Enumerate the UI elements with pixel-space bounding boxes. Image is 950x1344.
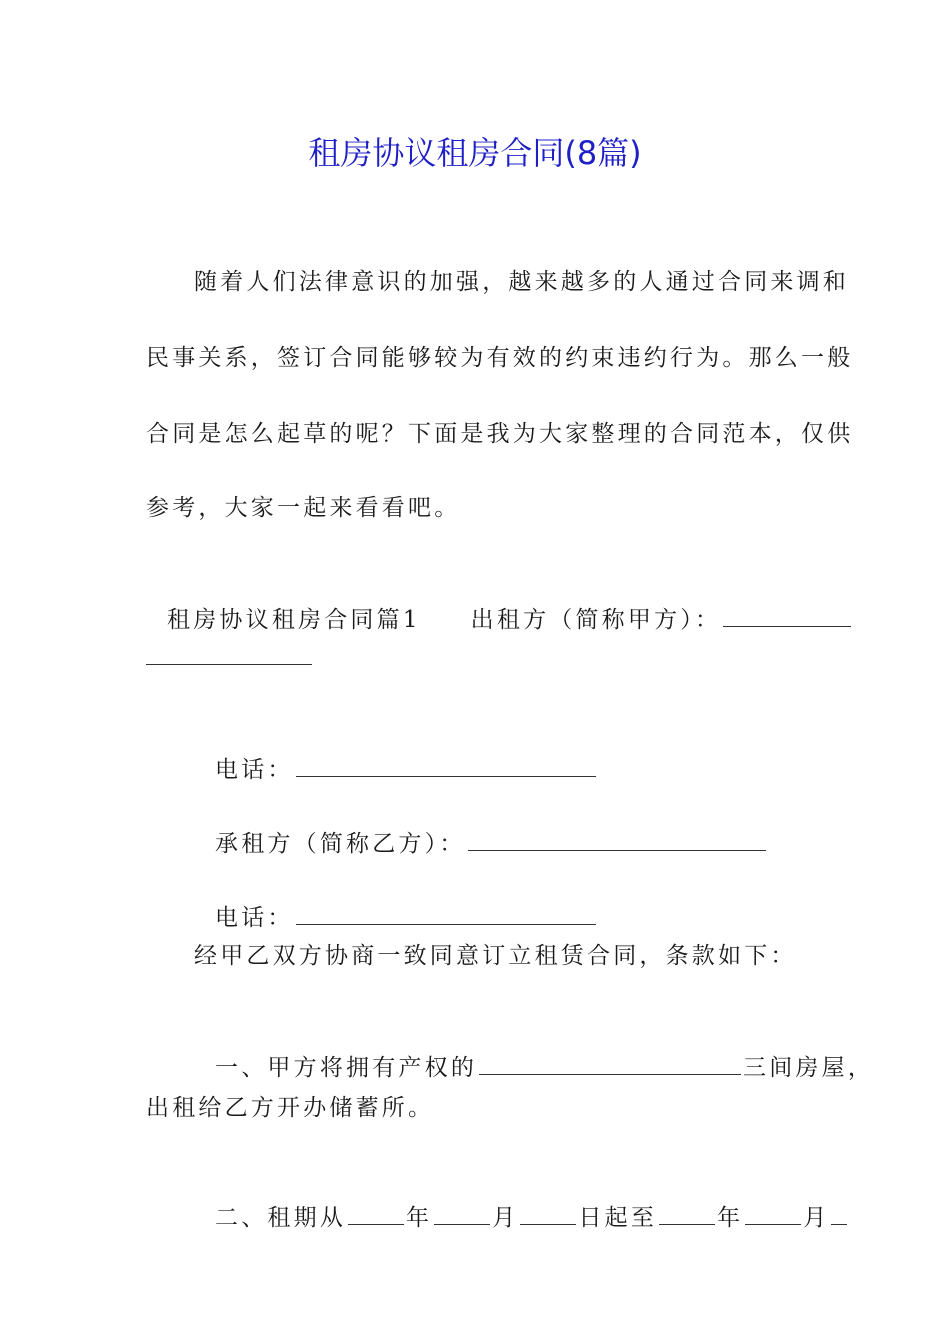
lessor-blank-continued bbox=[146, 664, 312, 665]
lessee-phone-line bbox=[194, 864, 598, 936]
lessee-phone-label: 电话： bbox=[215, 905, 294, 931]
intro-line-4: 参考，大家一起来看看吧。 bbox=[146, 495, 461, 521]
clause2-prefix: 二、租期从 bbox=[215, 1205, 347, 1231]
lessee-phone-blank bbox=[296, 902, 596, 925]
start-month-blank bbox=[434, 1202, 490, 1225]
lessor-phone-line bbox=[194, 716, 598, 788]
intro-line-3: 合同是怎么起草的呢？下面是我为大家整理的合同范本，仅供 bbox=[146, 421, 854, 447]
clause1-line-2: 出租给乙方开办储蓄所。 bbox=[146, 1095, 435, 1121]
clause1-suffix: 三间房屋， bbox=[743, 1055, 875, 1081]
lessee-label: 承租方（简称乙方）： bbox=[215, 831, 466, 857]
clause2-year2: 年 bbox=[717, 1205, 744, 1231]
lessee-blank bbox=[468, 828, 766, 851]
start-year-blank bbox=[348, 1202, 404, 1225]
document-title: 租房协议租房合同(8篇) bbox=[308, 134, 642, 172]
property-blank bbox=[479, 1052, 741, 1075]
end-day-blank bbox=[831, 1202, 847, 1225]
start-day-blank bbox=[520, 1202, 576, 1225]
clause2-month2: 月 bbox=[803, 1205, 830, 1231]
lessor-blank bbox=[723, 604, 851, 627]
intro-line-2: 民事关系，签订合同能够较为有效的约束违约行为。那么一般 bbox=[146, 345, 854, 371]
agreement-line: 经甲乙双方协商一致同意订立租赁合同，条款如下： bbox=[194, 943, 797, 969]
clause2-month1: 月 bbox=[492, 1205, 519, 1231]
end-year-blank bbox=[659, 1202, 715, 1225]
lessor-phone-label: 电话： bbox=[215, 757, 294, 783]
clause2-day1: 日起至 bbox=[578, 1205, 658, 1231]
clause1-prefix: 一、甲方将拥有产权的 bbox=[215, 1055, 478, 1081]
lessee-line bbox=[194, 790, 768, 862]
end-month-blank bbox=[745, 1202, 801, 1225]
clause2-line bbox=[194, 1164, 849, 1236]
section-heading: 租房协议租房合同篇1 bbox=[167, 607, 421, 633]
section-heading-line bbox=[146, 566, 853, 638]
lessor-phone-blank bbox=[296, 754, 596, 777]
intro-line-1: 随着人们法律意识的加强，越来越多的人通过合同来调和 bbox=[194, 269, 849, 295]
clause1-line bbox=[194, 1014, 874, 1086]
lessor-label: 出租方（简称甲方）： bbox=[470, 607, 722, 633]
clause2-year1: 年 bbox=[406, 1205, 433, 1231]
